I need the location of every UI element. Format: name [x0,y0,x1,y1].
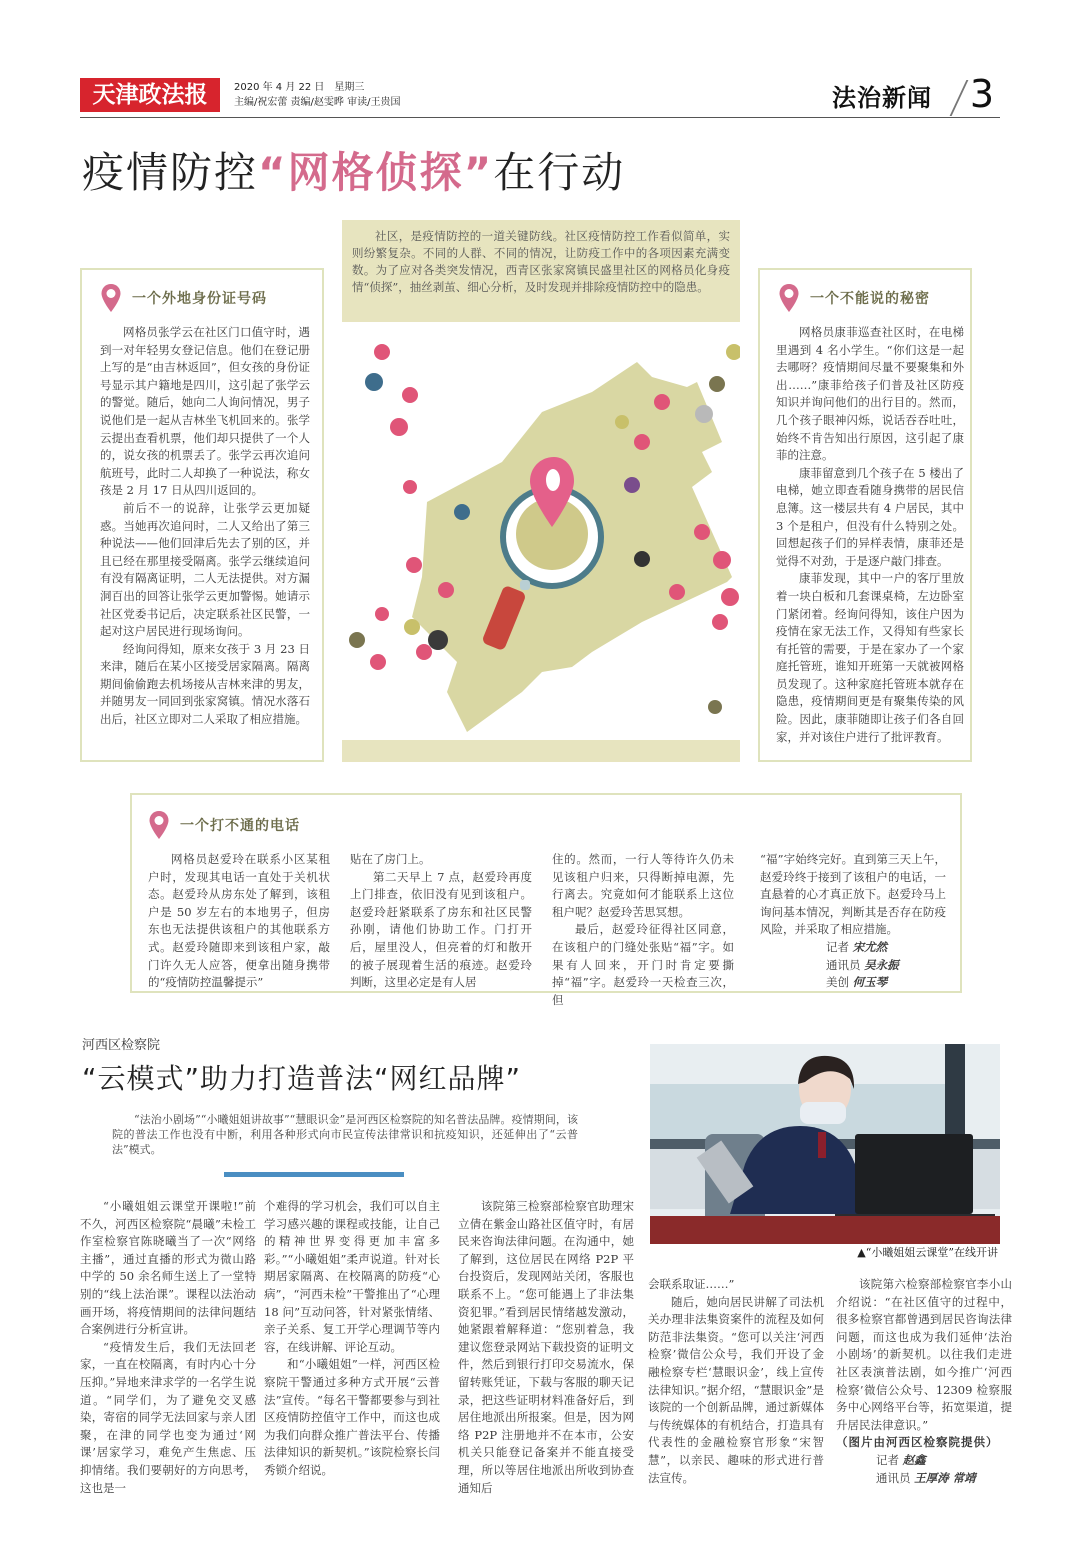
paragraph: 康菲留意到几个孩子在 5 楼出了电梯，她立即查看随身携带的居民信息簿。这一楼层共有 4 户居民，其中 3 个是租户，但没有什么特别之处。回想起孩子们的异样表情，康菲还是觉得不对劲，于是逐户敲门排查。 [776,465,964,568]
story-column-1 [148,851,330,992]
issue-meta [234,80,400,110]
story-body [100,324,310,729]
headline-part: 在行动 [493,148,626,197]
location-pin-icon [148,810,170,840]
story-box-id-number [80,268,324,762]
magnifier-pin-illustration [342,322,740,762]
paragraph: 第二天早上 7 点，赵爱玲再度上门排查，依旧没有见到该租户。赵爱玲赶紧联系了房东和社区民警孙刚，请他们协助工作。门打开后，屋里没人，但亮着的灯和散开的被子展现着生活的痕迹。赵爱玲判断，这里必定是有人居 [350,869,532,990]
photo-caption: ▲“小曦姐姐云课堂”在线开讲 [857,1246,998,1259]
paragraph: 个难得的学习机会，我们可以自主学习感兴趣的课程或技能，让自己的精神世界变得更加丰富多彩。”“小曦姐姐”柔声说道。针对长期居家隔离、在校隔离的防疫“心病”，“河西未检”干警推出了“心理 18 问”互动问答，针对紧张情绪、亲子关系、复工开学心理调节等内容，在线讲解、评论互动。 [264,1199,440,1354]
article-headline: “云模式”助力打造普法“网红品牌” [82,1062,522,1095]
paragraph: 网格员康菲巡查社区时，在电梯里遇到 4 名小学生。“你们这是一起去哪呀？疫情期间尽量不要聚集和外出……”康菲给孩子们普及社区防疫知识并询问他们的出行目的。然而，几个孩子眼神闪烁，说话吞吞吐吐，始终不肯告知出行原因，这引起了康菲的注意。 [776,325,964,463]
paragraph: 最后，赵爱玲征得社区同意，在该租户的门缝处张贴“福”字。如果有人回来，开门时肯定要撕掉“福”字。赵爱玲一天检查三次，但 [552,922,734,1007]
story-column-4 [760,851,946,992]
paragraph: 网格员赵爱玲在联系小区某租户时，发现其电话一直处于关机状态。赵爱玲从房东处了解到，该租户是 50 岁左右的本地男子，但房东也无法提供该租户的其他联系方式。赵爱玲随即来到该租户家，敲门许久无人应答，便拿出随身携带的“疫情防控温馨提示” [148,852,330,990]
credit-line: 美创 何玉琴 [826,975,888,990]
paragraph: “福”字始终完好。直到第三天上午，赵爱玲终于接到了该租户的电话，一直悬着的心才真正放下。赵爱玲马上询问基本情况，判断其是否存在防疫风险，并采取了相应措施。 [760,852,946,937]
issue-date: 2020 年 4 月 22 日 星期三 [234,82,365,93]
illustration-base-band [342,740,740,762]
article2-column-5 [836,1276,1012,1487]
credit-line: 记者 宋尤然 [826,939,888,954]
paragraph: 该院第三检察部检察官助理宋立倩在紫金山路社区值守时，有居民来咨询法律问题。在沟通中，她了解到，这位居民在网络 P2P 平台投资后，发现网站关闭，客服也联系不上。“您可能遇上了非法集资犯罪。”看到居民情绪越发激动，她紧跟着解释道：“您别着急，我建议您登录网站下载投资的证明文件，然后到银行打印交易流水，保留转账凭证，下载与客服的聊天记录，把这些证明材料准备好后，到居住地派出所报案。但是，因为网络 P2P 注册地并不在本市，公安机关只能登记备案并不能直接受理，所以等居住地派出所收到协查通知后 [458,1199,634,1495]
paragraph: 随后，她向居民讲解了司法机关办理非法集资案件的流程及如何防范非法集资。“您可以关注‘河西检察’微信公众号，我们开设了金融检察专栏‘慧眼识金’，线上宣传法律知识。”据介绍，“慧眼识金”是该院的一个创新品牌，通过新媒体与传统媒体的有机结合，打造具有代表性的金融检察官形象“宋智慧”，以亲民、趣味的形式进行普法宣传。 [648,1294,824,1485]
story-body [776,324,964,746]
byline [836,1452,1012,1487]
article2-column-2 [264,1198,440,1480]
page-title [82,140,625,200]
credit-line: 记者 赵鑫 [876,1452,926,1467]
paragraph: 住的。然而，一行人等待许久仍未见该租户归来，只得断掉电源，先行离去。究竟如何才能联系上这位租户呢？赵爱玲苦思冥想。 [552,852,734,919]
paragraph: 康菲发现，其中一户的客厅里放着一块白板和几套课桌椅，左边卧室门紧闭着。经询问得知，该住户因为疫情在家无法工作，又得知有些家长有托管的需要，于是在家办了一个家庭托管班，谁知开班第一天就被网格员发现了。这种家庭托管班本就存在隐患，疫情期间更是有聚集传染的风险。因此，康菲随即让孩子们各自回家，并对该住户进行了批评教育。 [776,571,964,744]
article-kicker: 河西区检察院 [82,1038,161,1053]
story-header [148,807,300,843]
paragraph: 前后不一的说辞，让张学云更加疑惑。当她再次追问时，二人又给出了第三种说法——他们回津后先去了别的区，并且已经在那里接受隔离。张学云继续追问有没有隔离证明，二人无法提供。对方漏洞百出的回答让张学云更加警惕。她请示社区党委书记后，决定联系社区民警，一起对这户居民进行现场询问。 [100,500,310,639]
news-photo [650,1044,1000,1244]
headline-highlight: “网格侦探” [258,148,494,197]
story-column-3 [552,851,734,1009]
location-pin-icon [778,283,800,313]
paragraph: “疫情发生后，我们无法回老家，一直在校隔离，有时内心十分压抑。”异地来津求学的一名学生说道。“同学们，为了避免交叉感染，寄宿的同学无法回家与亲人团聚，在津的同学也变为通过‘网课’居家学习，难免产生焦虑、压抑情绪。我们要朝好的方向思考，这也是一 [80,1339,256,1495]
divider [950,80,969,116]
paragraph: 经询问得知，原来女孩于 3 月 23 日来津，随后在某小区接受居家隔离。隔离期间偷偷跑去机场接从吉林来津的男友，并随男友一同回到张家窝镇。情况水落石出后，社区立即对二人采取了相应措施。 [100,641,310,727]
story-box-secret [758,268,972,762]
story-column-2 [350,851,532,992]
paragraph: “小曦姐姐云课堂开课啦!”前不久，河西区检察院“晨曦”未检工作室检察官陈晓曦当了一次“网络主播”，通过直播的形式为微山路中学的 50 余名师生送上了一堂特别的“线上法治课”。课程以法治动画开场，将疫情期间的法律问题结合案例进行分析宣讲。 [80,1199,256,1337]
location-pin-icon [100,283,122,313]
headline-part: 疫情防控 [82,148,259,197]
page-number: 3 [969,72,994,116]
story-title: 一个打不通的电话 [180,818,300,834]
editors-line: 主编/祝宏蕾 责编/赵雯晔 审读/王贵国 [234,97,401,108]
newspaper-logo: 天津政法报 [80,78,220,112]
story-header [100,280,267,316]
story-title: 一个外地身份证号码 [132,291,267,307]
masthead [80,72,1000,118]
paragraph: 贴在了房门上。 [350,852,431,866]
paragraph: 网格员张学云在社区门口值守时，遇到一对年轻男女登记信息。他们在登记册上写的是“由吉林返回”，但女孩的身份证号显示其户籍地是四川，这引起了张学云的警觉。随后，她向二人询问情况，男子说他们是一起从吉林坐飞机回来的。张学云提出查看机票，他们却只提供了一个人的，说女孩的机票丢了。张学云再次追问航班号，此时二人却换了一种说法，称女孩是 2 月 17 日从四川返回的。 [100,325,310,498]
story-box-phone [130,793,962,1007]
paragraph: 会联系取证……” [648,1277,735,1291]
credit-line: 通讯员 吴永振 [826,957,899,972]
credit-line: 通讯员 王厚涛 常靖 [876,1470,976,1485]
illustration-magnifier [342,322,740,762]
prosecutor-at-laptop-photo [650,1044,1000,1244]
section-name: 法治新闻 [832,84,932,112]
paragraph: 和“小曦姐姐”一样，河西区检察院干警通过多种方式开展“云普法”宣传。“每名干警都要参与到社区疫情防控值守工作中，而这也成为我们向群众推广普法平台、传播法律知识的新契机。”该院检察长闫秀锁介绍说。 [264,1357,440,1477]
photo-credit: （图片由河西区检察院提供） [836,1435,999,1450]
accent-rule [224,1172,404,1177]
article-lead: “法治小剧场”“小曦姐姐讲故事”“慧眼识金”是河西区检察院的知名普法品牌。疫情期间，该院的普法工作也没有中断，利用各种形式向市民宣传法律常识和抗疫知识，还延伸出了“云普法”模式。 [112,1113,578,1156]
story-title: 一个不能说的秘密 [810,291,930,307]
article2-column-4 [648,1276,824,1487]
article-lead: 社区，是疫情防控的一道关键防线。社区疫情防控工作看似简单，实则纷繁复杂。不同的人群、不同的情况，让防疫工作中的各项因素充满变数。为了应对各类突发情况，西青区张家窝镇民盛里社区的网格员化身疫情“侦探”，抽丝剥茧、细心分析，及时发现并排除疫情防控中的隐患。 [342,220,740,322]
article2-column-3 [458,1198,634,1497]
byline [760,939,946,992]
article2-column-1 [80,1198,256,1497]
story-header [778,280,930,316]
paragraph: 该院第六检察部检察官李小山介绍说：“在社区值守的过程中，很多检察官都曾遇到居民咨询法律问题，而这也成为我们延伸‘法治小剧场’的新契机。以往我们走进社区表演普法剧，如今推广‘河西检察’微信公众号、12309 检察服务中心网络平台等，拓宽渠道，提升居民法律意识。” [836,1277,1012,1432]
